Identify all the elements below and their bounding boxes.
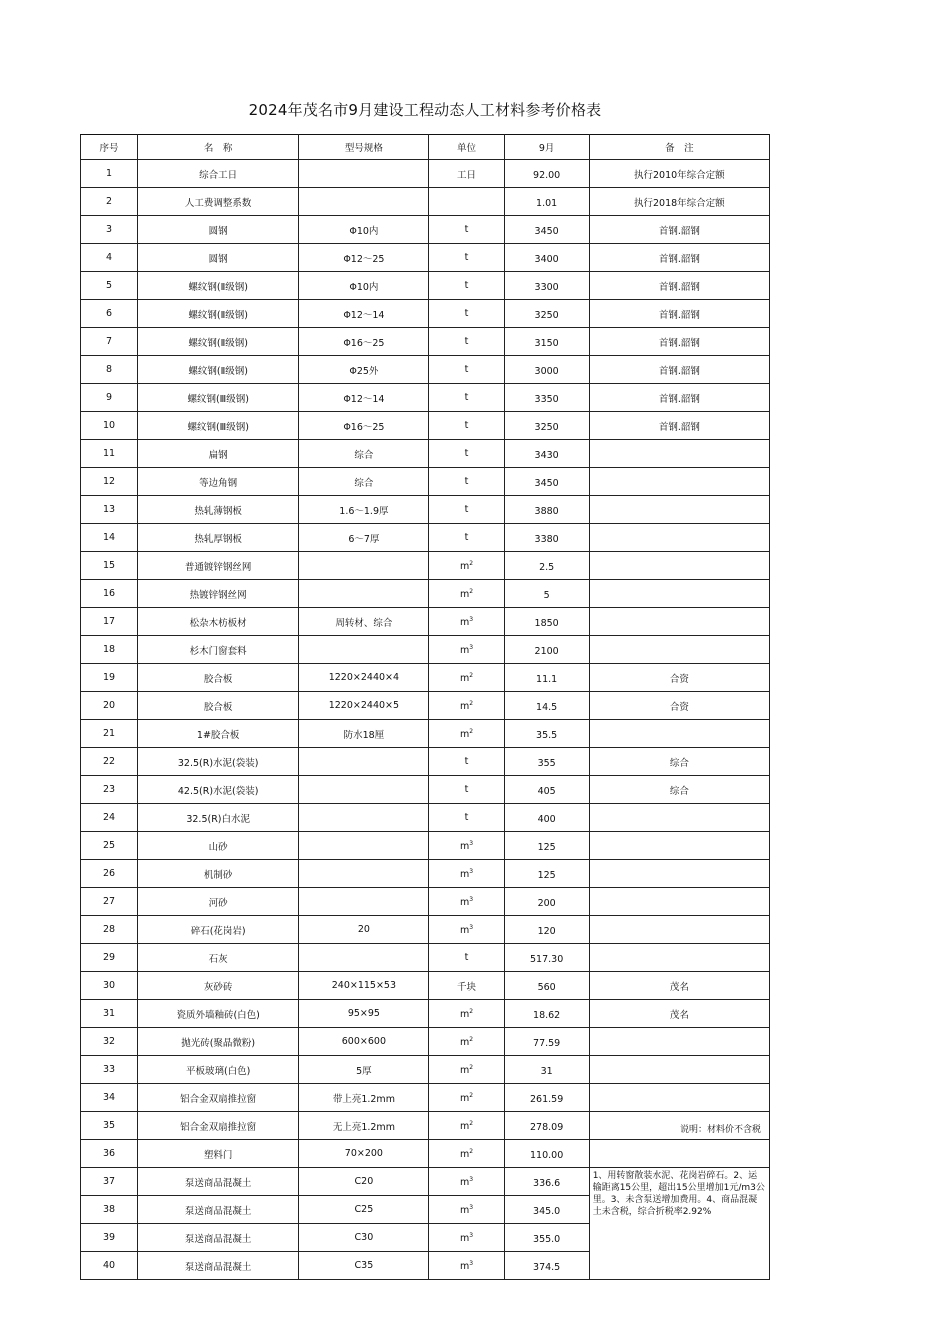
row-no: 38 (81, 1196, 138, 1224)
row-name: 热轧薄钢板 (138, 496, 299, 524)
row-unit: 工日 (429, 160, 504, 188)
row-note: 首钢.韶钢 (589, 328, 769, 356)
row-spec (299, 944, 429, 972)
row-unit: t (429, 748, 504, 776)
row-spec: 1220×2440×4 (299, 664, 429, 692)
row-name: 铝合金双扇推拉窗 (138, 1084, 299, 1112)
row-note: 综合 (589, 748, 769, 776)
row-price: 3250 (504, 300, 589, 328)
row-price: 5 (504, 580, 589, 608)
row-price: 3150 (504, 328, 589, 356)
row-spec: 综合 (299, 440, 429, 468)
row-no: 4 (81, 244, 138, 272)
row-no: 18 (81, 636, 138, 664)
row-name: 32.5(R)水泥(袋装) (138, 748, 299, 776)
row-price: 11.1 (504, 664, 589, 692)
header-no: 序号 (81, 135, 138, 160)
row-spec: 600×600 (299, 1028, 429, 1056)
row-no: 11 (81, 440, 138, 468)
row-no: 29 (81, 944, 138, 972)
row-note: 首钢.韶钢 (589, 412, 769, 440)
row-price: 336.6 (504, 1168, 589, 1196)
row-spec: Φ16～25 (299, 328, 429, 356)
row-name: 泵送商品混凝土 (138, 1252, 299, 1280)
row-name: 山砂 (138, 832, 299, 860)
table-row (81, 804, 770, 832)
table-row (81, 608, 770, 636)
table-row (81, 580, 770, 608)
row-name: 泵送商品混凝土 (138, 1196, 299, 1224)
row-note (589, 860, 769, 888)
row-price: 1850 (504, 608, 589, 636)
row-price: 3430 (504, 440, 589, 468)
row-note: 首钢.韶钢 (589, 300, 769, 328)
row-note (589, 804, 769, 832)
row-spec: 1.6～1.9厚 (299, 496, 429, 524)
row-note (589, 552, 769, 580)
table-row (81, 440, 770, 468)
row-unit: $m^2$ (429, 1000, 504, 1028)
row-name: 圆钢 (138, 216, 299, 244)
row-no: 19 (81, 664, 138, 692)
row-name: 普通镀锌钢丝网 (138, 552, 299, 580)
row-unit: $m^2$ (429, 1140, 504, 1168)
row-unit: $m^3$ (429, 1196, 504, 1224)
row-note (589, 1084, 769, 1112)
row-price: 278.09 (504, 1112, 589, 1140)
row-note: 合资 (589, 664, 769, 692)
row-no: 23 (81, 776, 138, 804)
row-no: 15 (81, 552, 138, 580)
row-no: 22 (81, 748, 138, 776)
row-unit (429, 188, 504, 216)
row-spec (299, 748, 429, 776)
row-note (589, 1056, 769, 1084)
row-no: 33 (81, 1056, 138, 1084)
table-row (81, 832, 770, 860)
row-unit: $m^2$ (429, 1112, 504, 1140)
row-unit: t (429, 944, 504, 972)
table-row (81, 244, 770, 272)
row-spec: 5厚 (299, 1056, 429, 1084)
row-price: 2.5 (504, 552, 589, 580)
row-name: 瓷质外墙釉砖(白色) (138, 1000, 299, 1028)
row-note (589, 496, 769, 524)
table-row (81, 888, 770, 916)
header-unit: 单位 (429, 135, 504, 160)
row-price: 400 (504, 804, 589, 832)
row-unit: t (429, 440, 504, 468)
row-unit: t (429, 412, 504, 440)
row-name: 塑料门 (138, 1140, 299, 1168)
table-row (81, 496, 770, 524)
row-name: 扁钢 (138, 440, 299, 468)
row-unit: $m^2$ (429, 552, 504, 580)
row-price: 3450 (504, 216, 589, 244)
row-name: 泵送商品混凝土 (138, 1168, 299, 1196)
table-row (81, 664, 770, 692)
row-name: 胶合板 (138, 664, 299, 692)
row-no: 31 (81, 1000, 138, 1028)
row-unit: t (429, 328, 504, 356)
row-no: 12 (81, 468, 138, 496)
row-spec: 防水18厘 (299, 720, 429, 748)
row-spec: Φ25外 (299, 356, 429, 384)
table-row (81, 1140, 770, 1168)
table-row (81, 356, 770, 384)
row-no: 9 (81, 384, 138, 412)
row-no: 10 (81, 412, 138, 440)
table-row (81, 720, 770, 748)
row-price: 345.0 (504, 1196, 589, 1224)
row-spec (299, 160, 429, 188)
row-unit: $m^3$ (429, 1224, 504, 1252)
row-spec: C35 (299, 1252, 429, 1280)
row-unit: $m^3$ (429, 1168, 504, 1196)
row-no: 32 (81, 1028, 138, 1056)
row-note (589, 888, 769, 916)
footnote: 说明：材料价不含税 (680, 1125, 762, 1135)
row-spec: C25 (299, 1196, 429, 1224)
row-unit: $m^3$ (429, 888, 504, 916)
row-no: 8 (81, 356, 138, 384)
row-price: 14.5 (504, 692, 589, 720)
row-note (589, 608, 769, 636)
table-row (81, 692, 770, 720)
row-price: 355 (504, 748, 589, 776)
row-name: 螺纹钢(Ⅱ级钢) (138, 300, 299, 328)
row-name: 胶合板 (138, 692, 299, 720)
row-no: 28 (81, 916, 138, 944)
concrete-note: 1、用转窗散装水泥、花岗岩碎石。2、运输距离15公里，超出15公里增加1元/m3公里。3、未含泵送增加费用。4、商品混凝土未含税，综合折税率2.92% (589, 1168, 769, 1280)
row-spec (299, 580, 429, 608)
row-name: 螺纹钢(Ⅱ级钢) (138, 272, 299, 300)
row-price: 3880 (504, 496, 589, 524)
row-spec (299, 804, 429, 832)
row-unit: $m^3$ (429, 608, 504, 636)
row-spec: Φ12～14 (299, 300, 429, 328)
row-no: 39 (81, 1224, 138, 1252)
row-no: 3 (81, 216, 138, 244)
row-note: 首钢.韶钢 (589, 356, 769, 384)
table-row (81, 188, 770, 216)
row-price: 261.59 (504, 1084, 589, 1112)
row-spec: 综合 (299, 468, 429, 496)
row-name: 32.5(R)白水泥 (138, 804, 299, 832)
table-row (81, 160, 770, 188)
table-row (81, 1168, 770, 1196)
row-unit: $m^3$ (429, 860, 504, 888)
row-name: 抛光砖(聚晶微粉) (138, 1028, 299, 1056)
row-price: 374.5 (504, 1252, 589, 1280)
row-note (589, 720, 769, 748)
row-name: 热镀锌钢丝网 (138, 580, 299, 608)
header-spec: 型号规格 (299, 135, 429, 160)
table-row (81, 1000, 770, 1028)
table-row (81, 860, 770, 888)
row-unit: t (429, 384, 504, 412)
row-no: 2 (81, 188, 138, 216)
row-spec (299, 552, 429, 580)
row-name: 人工费调整系数 (138, 188, 299, 216)
row-unit: t (429, 776, 504, 804)
row-no: 14 (81, 524, 138, 552)
table-row (81, 748, 770, 776)
header-note: 备 注 (589, 135, 769, 160)
row-no: 24 (81, 804, 138, 832)
row-name: 螺纹钢(Ⅱ级钢) (138, 356, 299, 384)
table-header-row (81, 135, 770, 160)
row-no: 25 (81, 832, 138, 860)
row-price: 3250 (504, 412, 589, 440)
row-unit: t (429, 216, 504, 244)
header-name: 名 称 (138, 135, 299, 160)
row-note: 首钢.韶钢 (589, 244, 769, 272)
row-spec: Φ16～25 (299, 412, 429, 440)
row-spec: Φ12～25 (299, 244, 429, 272)
row-name: 热轧厚钢板 (138, 524, 299, 552)
table-row (81, 1028, 770, 1056)
row-price: 3350 (504, 384, 589, 412)
row-unit: t (429, 468, 504, 496)
row-price: 35.5 (504, 720, 589, 748)
row-unit: t (429, 272, 504, 300)
row-unit: t (429, 804, 504, 832)
row-unit: $m^2$ (429, 692, 504, 720)
row-spec: 周转材、综合 (299, 608, 429, 636)
row-no: 40 (81, 1252, 138, 1280)
row-unit: t (429, 524, 504, 552)
row-spec: Φ10内 (299, 272, 429, 300)
row-unit: $m^2$ (429, 720, 504, 748)
table-row (81, 328, 770, 356)
row-unit: $m^2$ (429, 664, 504, 692)
row-note: 综合 (589, 776, 769, 804)
row-spec: 240×115×53 (299, 972, 429, 1000)
row-spec (299, 776, 429, 804)
row-name: 机制砂 (138, 860, 299, 888)
row-name: 灰砂砖 (138, 972, 299, 1000)
row-spec (299, 636, 429, 664)
row-note (589, 944, 769, 972)
row-unit: t (429, 300, 504, 328)
row-no: 26 (81, 860, 138, 888)
row-unit: t (429, 244, 504, 272)
row-spec: 1220×2440×5 (299, 692, 429, 720)
row-name: 泵送商品混凝土 (138, 1224, 299, 1252)
row-price: 560 (504, 972, 589, 1000)
row-price: 77.59 (504, 1028, 589, 1056)
row-name: 铝合金双扇推拉窗 (138, 1112, 299, 1140)
row-price: 3000 (504, 356, 589, 384)
row-spec (299, 860, 429, 888)
row-price: 200 (504, 888, 589, 916)
row-price: 125 (504, 832, 589, 860)
row-note: 执行2010年综合定额 (589, 160, 769, 188)
row-price: 1.01 (504, 188, 589, 216)
row-note (589, 636, 769, 664)
table-row (81, 524, 770, 552)
row-unit: $m^2$ (429, 1084, 504, 1112)
row-spec: 带上亮1.2mm (299, 1084, 429, 1112)
row-price: 517.30 (504, 944, 589, 972)
row-name: 平板玻璃(白色) (138, 1056, 299, 1084)
table-row (81, 1084, 770, 1112)
table-row (81, 776, 770, 804)
row-unit: t (429, 496, 504, 524)
row-note (589, 524, 769, 552)
row-unit: $m^2$ (429, 580, 504, 608)
row-name: 螺纹钢(Ⅲ级钢) (138, 412, 299, 440)
row-spec: 6～7厚 (299, 524, 429, 552)
row-spec: C20 (299, 1168, 429, 1196)
table-row (81, 384, 770, 412)
row-no: 16 (81, 580, 138, 608)
table-row (81, 916, 770, 944)
row-no: 20 (81, 692, 138, 720)
page-title: 2024年茂名市9月建设工程动态人工材料参考价格表 (248, 101, 602, 119)
row-unit: 千块 (429, 972, 504, 1000)
table-row (81, 1112, 770, 1140)
row-spec (299, 188, 429, 216)
row-no: 1 (81, 160, 138, 188)
row-no: 37 (81, 1168, 138, 1196)
table-body (81, 160, 770, 1280)
row-unit: $m^2$ (429, 1056, 504, 1084)
row-price: 405 (504, 776, 589, 804)
row-spec: Φ12～14 (299, 384, 429, 412)
row-note: 首钢.韶钢 (589, 384, 769, 412)
row-note (589, 916, 769, 944)
row-no: 5 (81, 272, 138, 300)
header-price: 9月 (504, 135, 589, 160)
row-note (589, 440, 769, 468)
row-no: 30 (81, 972, 138, 1000)
row-name: 螺纹钢(Ⅲ级钢) (138, 384, 299, 412)
row-unit: $m^2$ (429, 1028, 504, 1056)
row-price: 3300 (504, 272, 589, 300)
row-price: 125 (504, 860, 589, 888)
row-name: 综合工日 (138, 160, 299, 188)
row-note (589, 832, 769, 860)
row-unit: $m^3$ (429, 1252, 504, 1280)
row-no: 21 (81, 720, 138, 748)
row-price: 18.62 (504, 1000, 589, 1028)
row-spec: 无上亮1.2mm (299, 1112, 429, 1140)
row-name: 松杂木枋板材 (138, 608, 299, 636)
row-no: 34 (81, 1084, 138, 1112)
row-name: 石灰 (138, 944, 299, 972)
row-spec (299, 832, 429, 860)
row-name: 1#胶合板 (138, 720, 299, 748)
row-no: 7 (81, 328, 138, 356)
row-no: 35 (81, 1112, 138, 1140)
row-note: 茂名 (589, 1000, 769, 1028)
row-note: 茂名 (589, 972, 769, 1000)
row-note (589, 1028, 769, 1056)
row-name: 圆钢 (138, 244, 299, 272)
row-note: 执行2018年综合定额 (589, 188, 769, 216)
table-row (81, 468, 770, 496)
row-unit: $m^3$ (429, 832, 504, 860)
row-spec: 95×95 (299, 1000, 429, 1028)
row-spec (299, 888, 429, 916)
row-no: 27 (81, 888, 138, 916)
table-row (81, 1056, 770, 1084)
price-table (80, 134, 770, 1280)
row-spec: Φ10内 (299, 216, 429, 244)
row-name: 杉木门窗套料 (138, 636, 299, 664)
table-row (81, 972, 770, 1000)
row-price: 355.0 (504, 1224, 589, 1252)
row-price: 2100 (504, 636, 589, 664)
table-row (81, 216, 770, 244)
row-price: 110.00 (504, 1140, 589, 1168)
row-no: 6 (81, 300, 138, 328)
row-unit: t (429, 356, 504, 384)
row-price: 120 (504, 916, 589, 944)
table-row (81, 412, 770, 440)
row-spec: 20 (299, 916, 429, 944)
row-price: 3380 (504, 524, 589, 552)
row-note (589, 468, 769, 496)
table-row (81, 552, 770, 580)
row-spec: 70×200 (299, 1140, 429, 1168)
row-note (589, 1140, 769, 1168)
row-note: 合资 (589, 692, 769, 720)
row-name: 螺纹钢(Ⅱ级钢) (138, 328, 299, 356)
row-spec: C30 (299, 1224, 429, 1252)
table-row (81, 944, 770, 972)
row-price: 31 (504, 1056, 589, 1084)
row-no: 13 (81, 496, 138, 524)
row-name: 碎石(花岗岩) (138, 916, 299, 944)
row-note (589, 580, 769, 608)
row-no: 36 (81, 1140, 138, 1168)
table-row (81, 636, 770, 664)
row-no: 17 (81, 608, 138, 636)
row-note: 首钢.韶钢 (589, 272, 769, 300)
row-name: 42.5(R)水泥(袋装) (138, 776, 299, 804)
row-unit: $m^3$ (429, 916, 504, 944)
row-unit: $m^3$ (429, 636, 504, 664)
row-note: 首钢.韶钢 (589, 216, 769, 244)
row-name: 河砂 (138, 888, 299, 916)
row-price: 3400 (504, 244, 589, 272)
row-price: 92.00 (504, 160, 589, 188)
table-row (81, 300, 770, 328)
row-name: 等边角钢 (138, 468, 299, 496)
row-price: 3450 (504, 468, 589, 496)
table-row (81, 272, 770, 300)
